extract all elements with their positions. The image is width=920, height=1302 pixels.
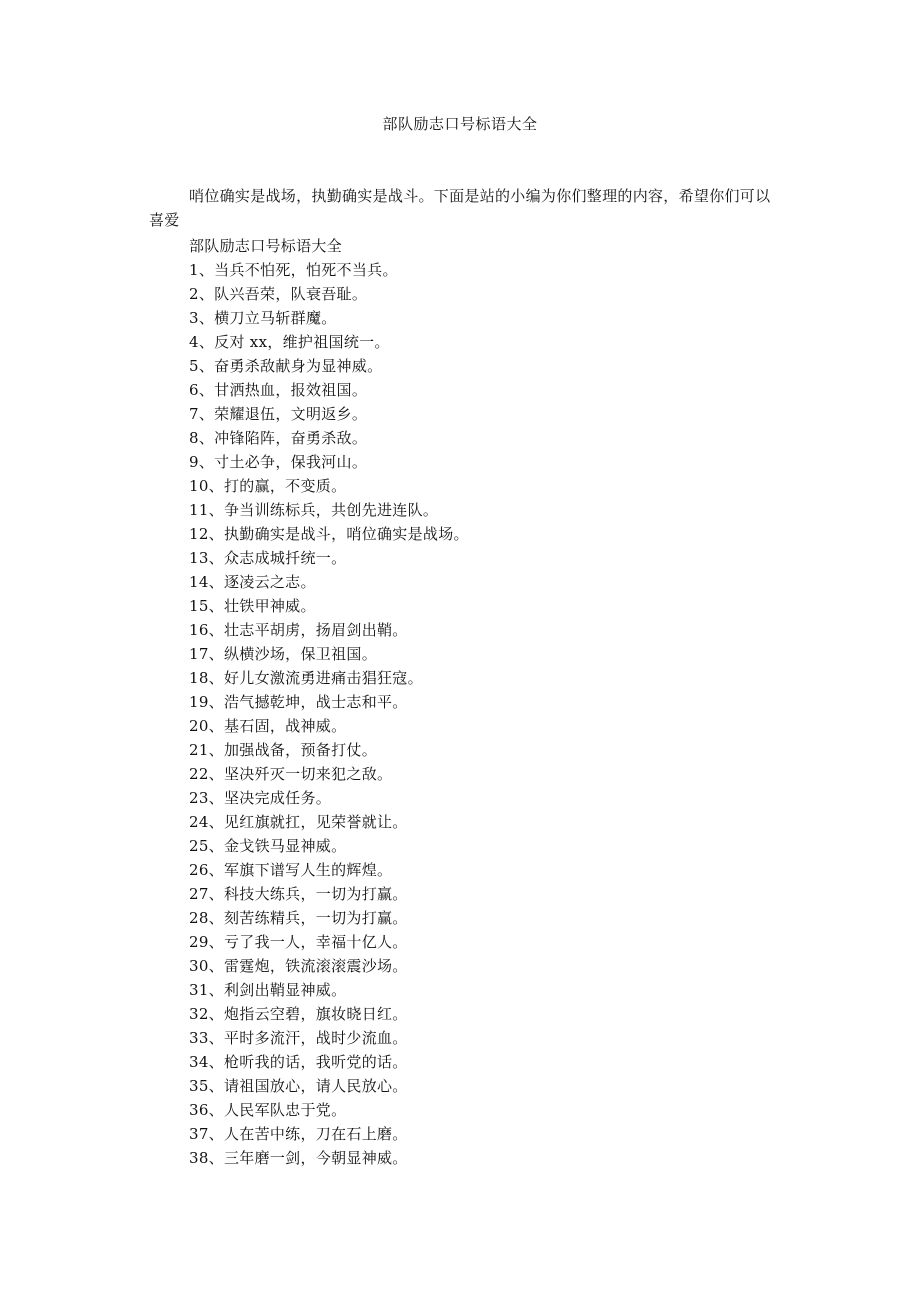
slogan-item: 14、逐凌云之志。 — [189, 573, 316, 591]
slogan-item: 5、奋勇杀敌献身为显神威。 — [189, 357, 383, 375]
slogan-item: 35、请祖国放心，请人民放心。 — [189, 1077, 408, 1095]
slogan-item: 13、众志成城扦统一。 — [189, 549, 347, 567]
slogan-item: 24、见红旗就扛，见荣誉就让。 — [189, 813, 408, 831]
slogan-item: 18、好儿女激流勇进痛击猖狂寇。 — [189, 669, 423, 687]
slogan-item: 31、利剑出鞘显神威。 — [189, 981, 347, 999]
slogan-item: 1、当兵不怕死，怕死不当兵。 — [189, 261, 398, 279]
slogan-item: 6、甘洒热血，报效祖国。 — [189, 381, 368, 399]
slogan-item: 36、人民军队忠于党。 — [189, 1101, 347, 1119]
slogan-item: 17、纵横沙场，保卫祖国。 — [189, 645, 377, 663]
slogan-item: 7、荣耀退伍，文明返乡。 — [189, 405, 368, 423]
slogan-list — [189, 234, 789, 1170]
slogan-item: 20、基石固，战神威。 — [189, 717, 347, 735]
slogan-item: 8、冲锋陷阵，奋勇杀敌。 — [189, 429, 368, 447]
intro-paragraph: 哨位确实是战场，执勤确实是战斗。下面是站的小编为你们整理的内容，希望你们可以喜爱 — [149, 187, 771, 229]
slogan-item: 12、执勤确实是战斗，哨位确实是战场。 — [189, 525, 469, 543]
slogan-item: 27、科技大练兵，一切为打赢。 — [189, 885, 408, 903]
slogan-item: 10、打的赢，不变质。 — [189, 477, 347, 495]
slogan-item: 21、加强战备，预备打仗。 — [189, 741, 377, 759]
slogan-item: 26、军旗下谱写人生的辉煌。 — [189, 861, 393, 879]
slogan-item: 23、坚决完成任务。 — [189, 789, 332, 807]
slogan-item: 28、刻苦练精兵，一切为打赢。 — [189, 909, 408, 927]
slogan-item: 32、炮指云空碧，旗妆晓日红。 — [189, 1005, 408, 1023]
slogan-item: 25、金戈铁马显神威。 — [189, 837, 347, 855]
slogan-item: 38、三年磨一剑，今朝显神威。 — [189, 1149, 408, 1167]
slogan-item: 37、人在苦中练，刀在石上磨。 — [189, 1125, 408, 1143]
document-title: 部队励志口号标语大全 — [382, 115, 538, 133]
slogan-item: 33、平时多流汗，战时少流血。 — [189, 1029, 408, 1047]
slogan-item: 3、横刀立马斩群魔。 — [189, 309, 337, 327]
slogan-item: 29、亏了我一人，幸福十亿人。 — [189, 933, 408, 951]
slogan-item: 11、争当训练标兵，共创先进连队。 — [189, 501, 439, 519]
slogan-item: 34、枪听我的话，我听党的话。 — [189, 1053, 408, 1071]
slogan-item: 9、寸土必争，保我河山。 — [189, 453, 368, 471]
slogan-item: 30、雷霆炮，铁流滚滚震沙场。 — [189, 957, 408, 975]
section-heading: 部队励志口号标语大全 — [189, 237, 343, 255]
slogan-item: 22、坚决歼灭一切来犯之敌。 — [189, 765, 393, 783]
slogan-item: 15、壮铁甲神威。 — [189, 597, 316, 615]
slogan-item: 2、队兴吾荣，队衰吾耻。 — [189, 285, 368, 303]
slogan-item: 16、壮志平胡虏，扬眉剑出鞘。 — [189, 621, 408, 639]
slogan-item: 4、反对 xx，维护祖国统一。 — [189, 333, 390, 351]
slogan-item: 19、浩气撼乾坤，战士志和平。 — [189, 693, 408, 711]
